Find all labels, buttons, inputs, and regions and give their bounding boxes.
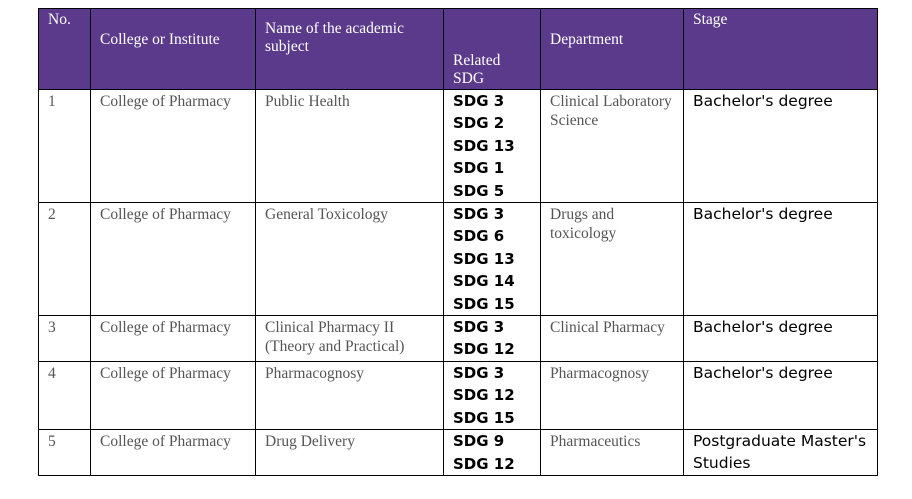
- table-header: [39, 9, 878, 90]
- cell-college: College of Pharmacy: [91, 430, 256, 476]
- sdg-item: SDG 6: [453, 227, 505, 246]
- cell-college: College of Pharmacy: [91, 203, 256, 316]
- cell-no: 2: [39, 203, 91, 316]
- cell-subject: Clinical Pharmacy II (Theory and Practical): [256, 316, 444, 362]
- table-row: [39, 316, 878, 362]
- header-no: No.: [39, 9, 91, 90]
- cell-no: 5: [39, 430, 91, 476]
- sdg-item: SDG 12: [453, 386, 515, 405]
- sdg-item: SDG 1: [453, 159, 505, 178]
- sdg-item: SDG 13: [453, 249, 515, 268]
- table-row: [39, 361, 878, 429]
- sdg-item: SDG 12: [453, 454, 515, 473]
- sdg-item: SDG 3: [453, 318, 505, 337]
- cell-department: Clinical Laboratory Science: [541, 90, 684, 203]
- cell-stage: Bachelor's degree: [684, 203, 878, 316]
- table-row: [39, 430, 878, 476]
- sdg-item: SDG 15: [453, 408, 515, 427]
- sdg-item: SDG 12: [453, 340, 515, 359]
- cell-department: Pharmacognosy: [541, 361, 684, 429]
- table-row: [39, 203, 878, 316]
- sdg-item: SDG 13: [453, 136, 515, 155]
- sdg-item: SDG 9: [453, 432, 505, 451]
- cell-no: 4: [39, 361, 91, 429]
- cell-related-sdg: [444, 203, 541, 316]
- sdg-item: SDG 3: [453, 92, 505, 110]
- header-subject: Name of the academic subject: [256, 9, 444, 90]
- header-department: Department: [541, 9, 684, 90]
- sdg-item: SDG 15: [453, 294, 515, 313]
- sdg-item: SDG 3: [453, 205, 505, 224]
- cell-subject: Pharmacognosy: [256, 361, 444, 429]
- cell-related-sdg: [444, 316, 541, 362]
- cell-college: College of Pharmacy: [91, 90, 256, 203]
- cell-department: Pharmaceutics: [541, 430, 684, 476]
- cell-related-sdg: [444, 90, 541, 203]
- header-stage: Stage: [684, 9, 878, 90]
- header-row: [39, 9, 878, 90]
- table-row: [39, 90, 878, 203]
- cell-college: College of Pharmacy: [91, 316, 256, 362]
- sdg-item: SDG 2: [453, 114, 505, 133]
- cell-subject: Public Health: [256, 90, 444, 203]
- header-college: College or Institute: [91, 9, 256, 90]
- cell-department: Drugs and toxicology: [541, 203, 684, 316]
- header-sdg: Related SDG: [444, 9, 541, 90]
- cell-no: 3: [39, 316, 91, 362]
- cell-related-sdg: [444, 361, 541, 429]
- cell-stage: Postgraduate Master's Studies: [684, 430, 878, 476]
- sdg-item: SDG 5: [453, 181, 505, 200]
- cell-stage: Bachelor's degree: [684, 361, 878, 429]
- cell-stage: Bachelor's degree: [684, 90, 878, 203]
- cell-subject: Drug Delivery: [256, 430, 444, 476]
- sdg-item: SDG 14: [453, 272, 515, 291]
- cell-related-sdg: [444, 430, 541, 476]
- cell-subject: General Toxicology: [256, 203, 444, 316]
- cell-college: College of Pharmacy: [91, 361, 256, 429]
- cell-no: 1: [39, 90, 91, 203]
- table-body: [39, 90, 878, 476]
- sdg-courses-table: [38, 8, 878, 476]
- sdg-item: SDG 3: [453, 363, 505, 382]
- cell-department: Clinical Pharmacy: [541, 316, 684, 362]
- cell-stage: Bachelor's degree: [684, 316, 878, 362]
